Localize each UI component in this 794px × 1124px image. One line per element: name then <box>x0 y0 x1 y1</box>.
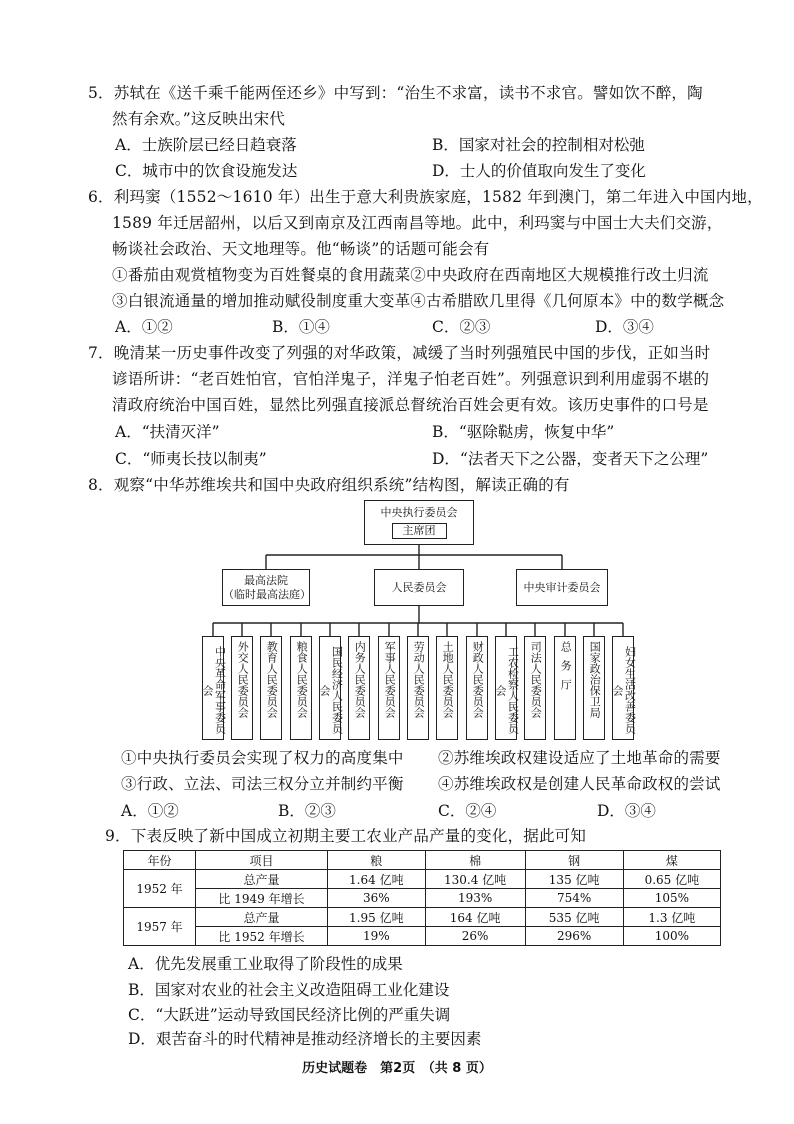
table-header-row <box>124 851 721 870</box>
q8-item-2: ②苏维埃政权建设适应了土地革命的需要 <box>438 749 721 767</box>
q7-stem-line1: 7．晚清某一历史事件改变了列强的对华政策，减缓了当时列强殖民中国的步伐，正如当时 <box>88 344 711 362</box>
sub-committee-finance: 财政人民委员会 <box>466 636 488 740</box>
q9-stem: 9．下表反映了新中国成立初期主要工农业产品产量的变化，据此可知 <box>105 827 587 845</box>
sub-committee-education: 教育人民委员会 <box>260 636 282 740</box>
table-cell: 135 亿吨 <box>525 870 623 889</box>
q7-option-c: C．“师夷长技以制夷” <box>115 450 267 468</box>
supreme-court-label: 最高法院 <box>244 573 288 587</box>
sub-committee-land: 土地人民委员会 <box>436 636 458 740</box>
production-table <box>123 850 721 946</box>
header-coal: 煤 <box>623 851 720 870</box>
q6-item-1-2: ①番茄由观赏植物变为百姓餐桌的食用蔬菜②中央政府在西南地区大规模推行改土归流 <box>112 266 709 284</box>
q5-option-d: D．士人的价值取向发生了变化 <box>432 162 646 180</box>
q5-stem-line1: 5．苏轼在《送千乘千能两侄还乡》中写到：“治生不求富，读书不求官。譬如饮不醉，陶 <box>88 84 703 102</box>
table-cell: 总产量 <box>195 908 327 927</box>
q8-item-1: ①中央执行委员会实现了权力的高度集中 <box>121 749 404 767</box>
q8-option-c: C．②④ <box>438 802 497 820</box>
q8-item-3: ③行政、立法、司法三权分立并制约平衡 <box>121 775 404 793</box>
table-row <box>124 908 721 927</box>
sub-committee-military: 中央革命军事委员会 <box>202 636 224 740</box>
header-cotton: 棉 <box>425 851 525 870</box>
table-cell: 296% <box>525 927 623 946</box>
q8-stem: 8．观察“中华苏维埃共和国中央政府组织系统”结构图，解读正确的有 <box>88 476 570 494</box>
header-year: 年份 <box>124 851 196 870</box>
year-1957-cell: 1957 年 <box>124 908 196 946</box>
page-footer: 历史试题卷 第2页 （共 8 页） <box>302 1061 492 1076</box>
header-grain: 粮 <box>328 851 426 870</box>
q6-option-a: A．①② <box>115 318 173 336</box>
sub-committee-grain: 粮食人民委员会 <box>290 636 312 740</box>
q7-option-b: B．“驱除鞑虏，恢复中华” <box>432 423 615 441</box>
q5-option-c: C．城市中的饮食设施发达 <box>115 162 298 180</box>
q7-stem-line2: 谚语所讲：“老百姓怕官，官怕洋鬼子，洋鬼子怕老百姓”。列强意识到利用虚弱不堪的 <box>112 370 710 388</box>
table-row <box>124 889 721 908</box>
table-cell: 105% <box>623 889 720 908</box>
table-cell: 535 亿吨 <box>525 908 623 927</box>
central-audit-committee-box: 中央审计委员会 <box>516 569 608 606</box>
central-executive-committee-box <box>364 500 474 545</box>
table-cell: 100% <box>623 927 720 946</box>
sub-committee-general-affairs: 总务厅 <box>554 636 576 740</box>
header-steel: 钢 <box>525 851 623 870</box>
supreme-court-box <box>222 569 310 606</box>
sub-committee-political-security: 国家政治保卫局 <box>583 636 605 740</box>
sub-committee-labor: 劳动人民委员会 <box>407 636 429 740</box>
table-cell: 比 1949 年增长 <box>195 889 327 908</box>
table-cell: 36% <box>328 889 426 908</box>
table-cell: 总产量 <box>195 870 327 889</box>
presidium-box: 主席团 <box>392 523 447 539</box>
table-cell: 比 1952 年增长 <box>195 927 327 946</box>
q9-option-a: A．优先发展重工业取得了阶段性的成果 <box>128 955 403 973</box>
q8-item-4: ④苏维埃政权是创建人民革命政权的尝试 <box>438 775 721 793</box>
header-item: 项目 <box>195 851 327 870</box>
table-cell: 19% <box>328 927 426 946</box>
table-cell: 193% <box>425 889 525 908</box>
sub-committee-foreign-affairs: 外交人民委员会 <box>231 636 253 740</box>
sub-committee-military-affairs: 军事人民委员会 <box>378 636 400 740</box>
table-cell: 164 亿吨 <box>425 908 525 927</box>
q5-option-b: B．国家对社会的控制相对松弛 <box>432 136 645 154</box>
q7-option-a: A．“扶清灭洋” <box>115 423 220 441</box>
table-cell: 1.3 亿吨 <box>623 908 720 927</box>
table-cell: 1.95 亿吨 <box>328 908 426 927</box>
sub-committee-justice: 司法人民委员会 <box>524 636 546 740</box>
q6-item-3-4: ③白银流通量的增加推动赋役制度重大变革④古希腊欧几里得《几何原本》中的数学概念 <box>112 292 725 310</box>
table-cell: 1.64 亿吨 <box>328 870 426 889</box>
sub-committee-economy: 国民经济人民委员会 <box>319 636 341 740</box>
q6-option-b: B．①④ <box>272 318 330 336</box>
q7-option-d: D．“法者天下之公器，变者天下之公理” <box>432 450 709 468</box>
q9-option-c: C．“大跃进”运动导致国民经济比例的严重失调 <box>128 1006 451 1024</box>
sub-committee-women: 妇女生活改善委员会 <box>612 636 634 740</box>
sub-committee-inspection: 工农检察人民委员会 <box>495 636 517 740</box>
q6-stem-line3: 畅谈社会政治、天文地理等。他“畅谈”的话题可能会有 <box>112 240 490 258</box>
q8-option-b: B．②③ <box>278 802 336 820</box>
year-1952-cell: 1952 年 <box>124 870 196 908</box>
q8-option-d: D．③④ <box>597 802 656 820</box>
q7-stem-line3: 清政府统治中国百姓，显然比列强直接派总督统治百姓会更有效。该历史事件的口号是 <box>112 396 709 414</box>
q6-stem-line2: 1589 年迁居韶州，以后又到南京及江西南昌等地。此中，利玛窦与中国士大夫们交游， <box>112 214 723 232</box>
q9-option-b: B．国家对农业的社会主义改造阻碍工业化建设 <box>128 981 450 999</box>
table-cell: 130.4 亿吨 <box>425 870 525 889</box>
q8-option-a: A．①② <box>121 802 179 820</box>
peoples-committee-box: 人民委员会 <box>374 569 464 606</box>
provisional-court-label: （临时最高法庭） <box>223 587 311 601</box>
sub-committee-interior: 内务人民委员会 <box>348 636 370 740</box>
q6-option-d: D．③④ <box>595 318 654 336</box>
q6-stem-line1: 6．利玛窦（1552～1610 年）出生于意大利贵族家庭，1582 年到澳门，第二年进入中国内地， <box>88 188 763 206</box>
table-row <box>124 870 721 889</box>
table-cell: 754% <box>525 889 623 908</box>
central-executive-committee-label: 中央执行委员会 <box>380 506 458 519</box>
table-row <box>124 927 721 946</box>
table-cell: 26% <box>425 927 525 946</box>
q9-option-d: D．艰苦奋斗的时代精神是推动经济增长的主要因素 <box>128 1030 482 1048</box>
table-cell: 0.65 亿吨 <box>623 870 720 889</box>
q6-option-c: C．②③ <box>432 318 491 336</box>
q5-option-a: A．士族阶层已经日趋衰落 <box>115 136 297 154</box>
q5-stem-line2: 然有余欢。”这反映出宋代 <box>112 110 286 128</box>
